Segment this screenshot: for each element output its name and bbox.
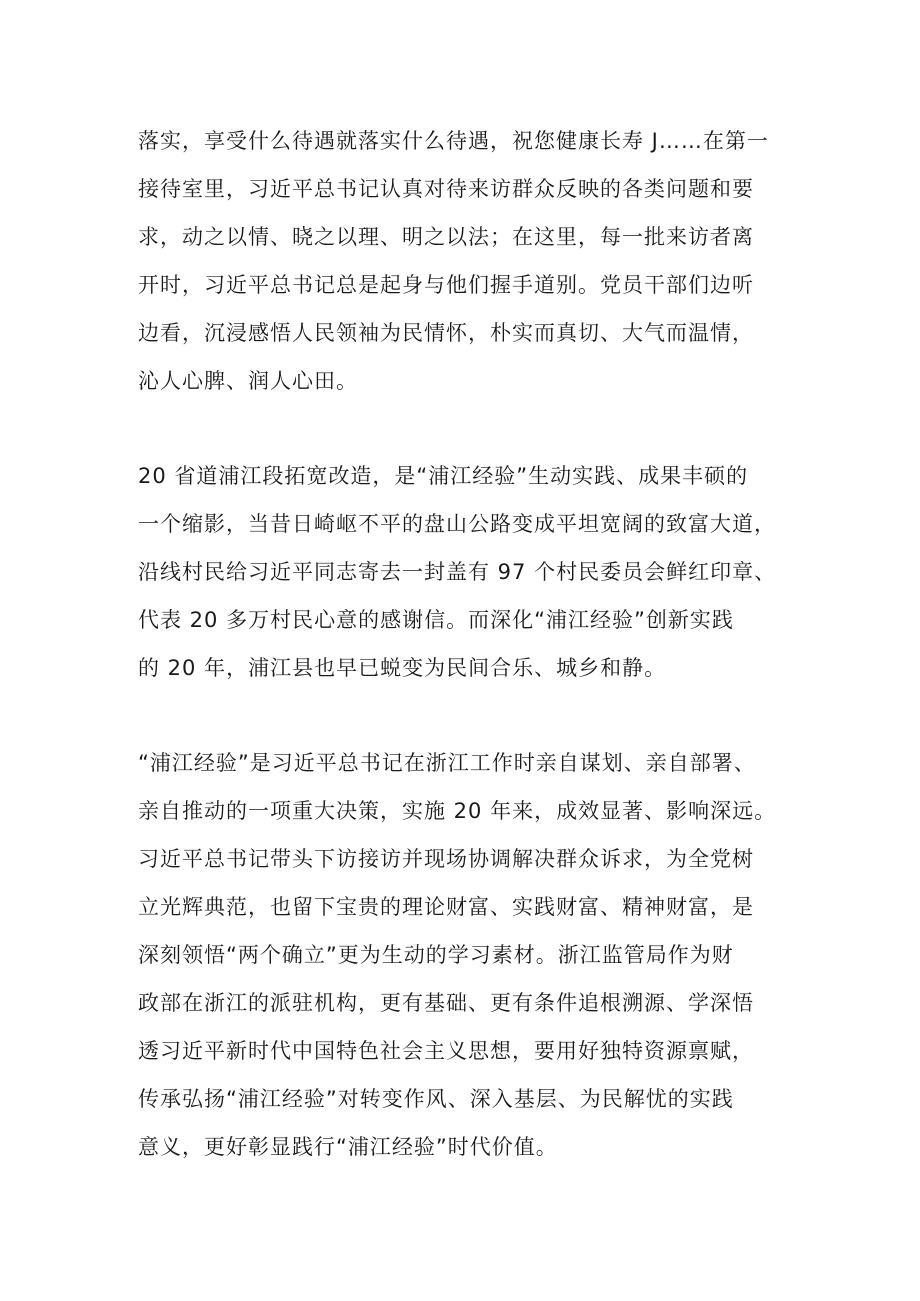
- text-line: 沁人心脾、润人心田。: [138, 369, 358, 393]
- text-line: “浦江经验”是习近平总书记在浙江工作时亲自谋划、亲自部署、: [138, 751, 756, 775]
- text-line: 亲自推动的一项重大决策，实施 20 年来，成效显著、影响深远。: [138, 799, 777, 823]
- text-line: 接待室里，习近平总书记认真对待来访群众反映的各类问题和要: [138, 177, 754, 201]
- text-line: 沿线村民给习近平同志寄去一封盖有 97 个村民委员会鲜红印章、: [138, 560, 777, 584]
- text-line: 求，动之以情、晓之以理、明之以法；在这里，每一批来访者离: [138, 225, 754, 249]
- text-line: 立光辉典范，也留下宝贵的理论财富、实践财富、精神财富，是: [138, 895, 754, 919]
- text-line: 的 20 年，浦江县也早已蜕变为民间合乐、城乡和静。: [138, 656, 667, 680]
- text-line: 边看，沉浸感悟人民领袖为民情怀，朴实而真切、大气而温情，: [138, 321, 754, 345]
- text-line: 一个缩影，当昔日崎岖不平的盘山公路变成平坦宽阔的致富大道，: [138, 512, 776, 536]
- text-line: 习近平总书记带头下访接访并现场协调解决群众诉求，为全党树: [138, 847, 754, 871]
- text-line: 20 省道浦江段拓宽改造，是“浦江经验”生动实践、成果丰硕的: [138, 464, 749, 488]
- text-line: 透习近平新时代中国特色社会主义思想，要用好独特资源禀赋，: [138, 1039, 754, 1063]
- text-line: 政部在浙江的派驻机构，更有基础、更有条件追根溯源、学深悟: [138, 991, 754, 1015]
- paragraph-1: [138, 117, 798, 405]
- text-line: 落实，享受什么待遇就落实什么待遇，祝您健康长寿 J……在第一: [138, 129, 769, 153]
- text-line: 意义，更好彰显践行“浦江经验”时代价值。: [138, 1135, 558, 1159]
- text-line: 深刻领悟“两个确立”更为生动的学习素材。浙江监管局作为财: [138, 943, 734, 967]
- text-line: 传承弘扬“浦江经验”对转变作风、深入基层、为民解忧的实践: [138, 1087, 734, 1111]
- text-line: 开时，习近平总书记总是起身与他们握手道别。党员干部们边听: [138, 273, 754, 297]
- paragraph-2: [138, 452, 798, 692]
- text-line: 代表 20 多万村民心意的感谢信。而深化“浦江经验”创新实践: [138, 608, 734, 632]
- paragraph-3: [138, 739, 798, 1171]
